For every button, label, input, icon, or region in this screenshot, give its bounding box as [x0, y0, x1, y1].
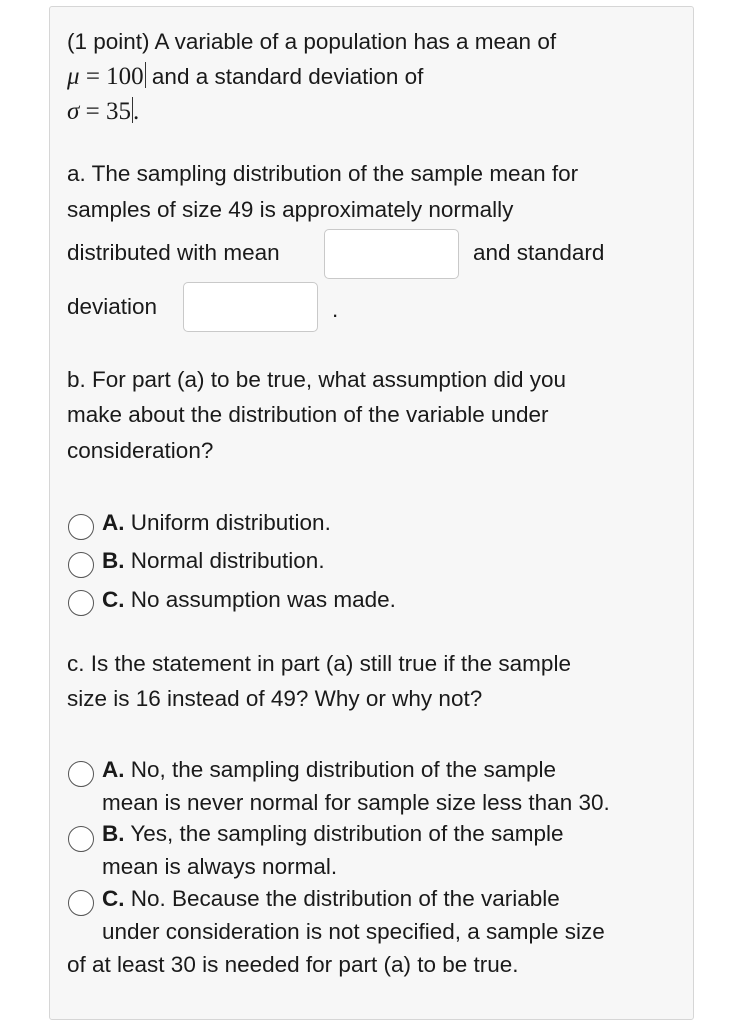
sd-answer-input[interactable] — [183, 282, 318, 332]
part-a-line1: a. The sampling distribution of the sample mean for — [67, 161, 579, 186]
part-a-sd-label: deviation — [67, 294, 158, 319]
sigma-value: 35 — [105, 98, 131, 125]
mu-symbol: μ — [67, 63, 80, 90]
sigma-equation — [67, 98, 131, 125]
sigma-symbol: σ — [67, 98, 80, 125]
problem-intro: (1 point) A variable of a population has a mean of — [67, 29, 557, 54]
part-c-option-a-label[interactable]: A. No, the sampling distribution of the sample — [102, 757, 556, 782]
part-c-option-b-radio[interactable] — [68, 826, 94, 852]
part-c-line1: c. Is the statement in part (a) still true if the sample — [67, 651, 571, 676]
part-a-line2: samples of size 49 is approximately normally — [67, 197, 514, 222]
part-b-line3: consideration? — [67, 438, 214, 463]
part-c-option-a-cont: mean is never normal for sample size less than 30. — [102, 790, 610, 815]
part-b-option-a-label[interactable]: A. Uniform distribution. — [102, 510, 331, 535]
part-c-option-b-label[interactable]: B. Yes, the sampling distribution of the sample — [102, 821, 564, 846]
part-b-line2: make about the distribution of the variable under — [67, 402, 549, 427]
mu-value: 100 — [106, 63, 144, 90]
mu-equals: = — [79, 63, 107, 90]
sigma-period: . — [132, 98, 140, 125]
part-b-option-c-label[interactable]: C. No assumption was made. — [102, 587, 396, 612]
part-a-period: . — [332, 297, 339, 322]
part-b-option-b-label[interactable]: B. Normal distribution. — [102, 548, 325, 573]
sd-statement — [67, 97, 139, 126]
part-c-option-c-label[interactable]: C. No. Because the distribution of the variable — [102, 886, 560, 911]
mean-statement-trail: and a standard deviation of — [145, 64, 424, 89]
part-a-mean-trail: and standard — [473, 240, 605, 265]
part-c-option-c-cont2: of at least 30 is needed for part (a) to be true. — [67, 952, 519, 977]
sigma-equals: = — [79, 98, 106, 125]
part-a-mean-label: distributed with mean — [67, 240, 280, 265]
part-c-option-a-radio[interactable] — [68, 761, 94, 787]
part-c-line2: size is 16 instead of 49? Why or why not? — [67, 686, 483, 711]
part-b-line1: b. For part (a) to be true, what assumption did you — [67, 367, 566, 392]
mean-statement — [67, 62, 423, 91]
part-b-option-a-radio[interactable] — [68, 514, 94, 540]
mean-answer-input[interactable] — [324, 229, 459, 279]
mu-equation — [67, 63, 144, 90]
part-c-option-b-cont: mean is always normal. — [102, 854, 338, 879]
part-b-option-b-radio[interactable] — [68, 552, 94, 578]
part-c-option-c-radio[interactable] — [68, 890, 94, 916]
part-b-option-c-radio[interactable] — [68, 590, 94, 616]
part-c-option-c-cont: under consideration is not specified, a sample size — [102, 919, 605, 944]
